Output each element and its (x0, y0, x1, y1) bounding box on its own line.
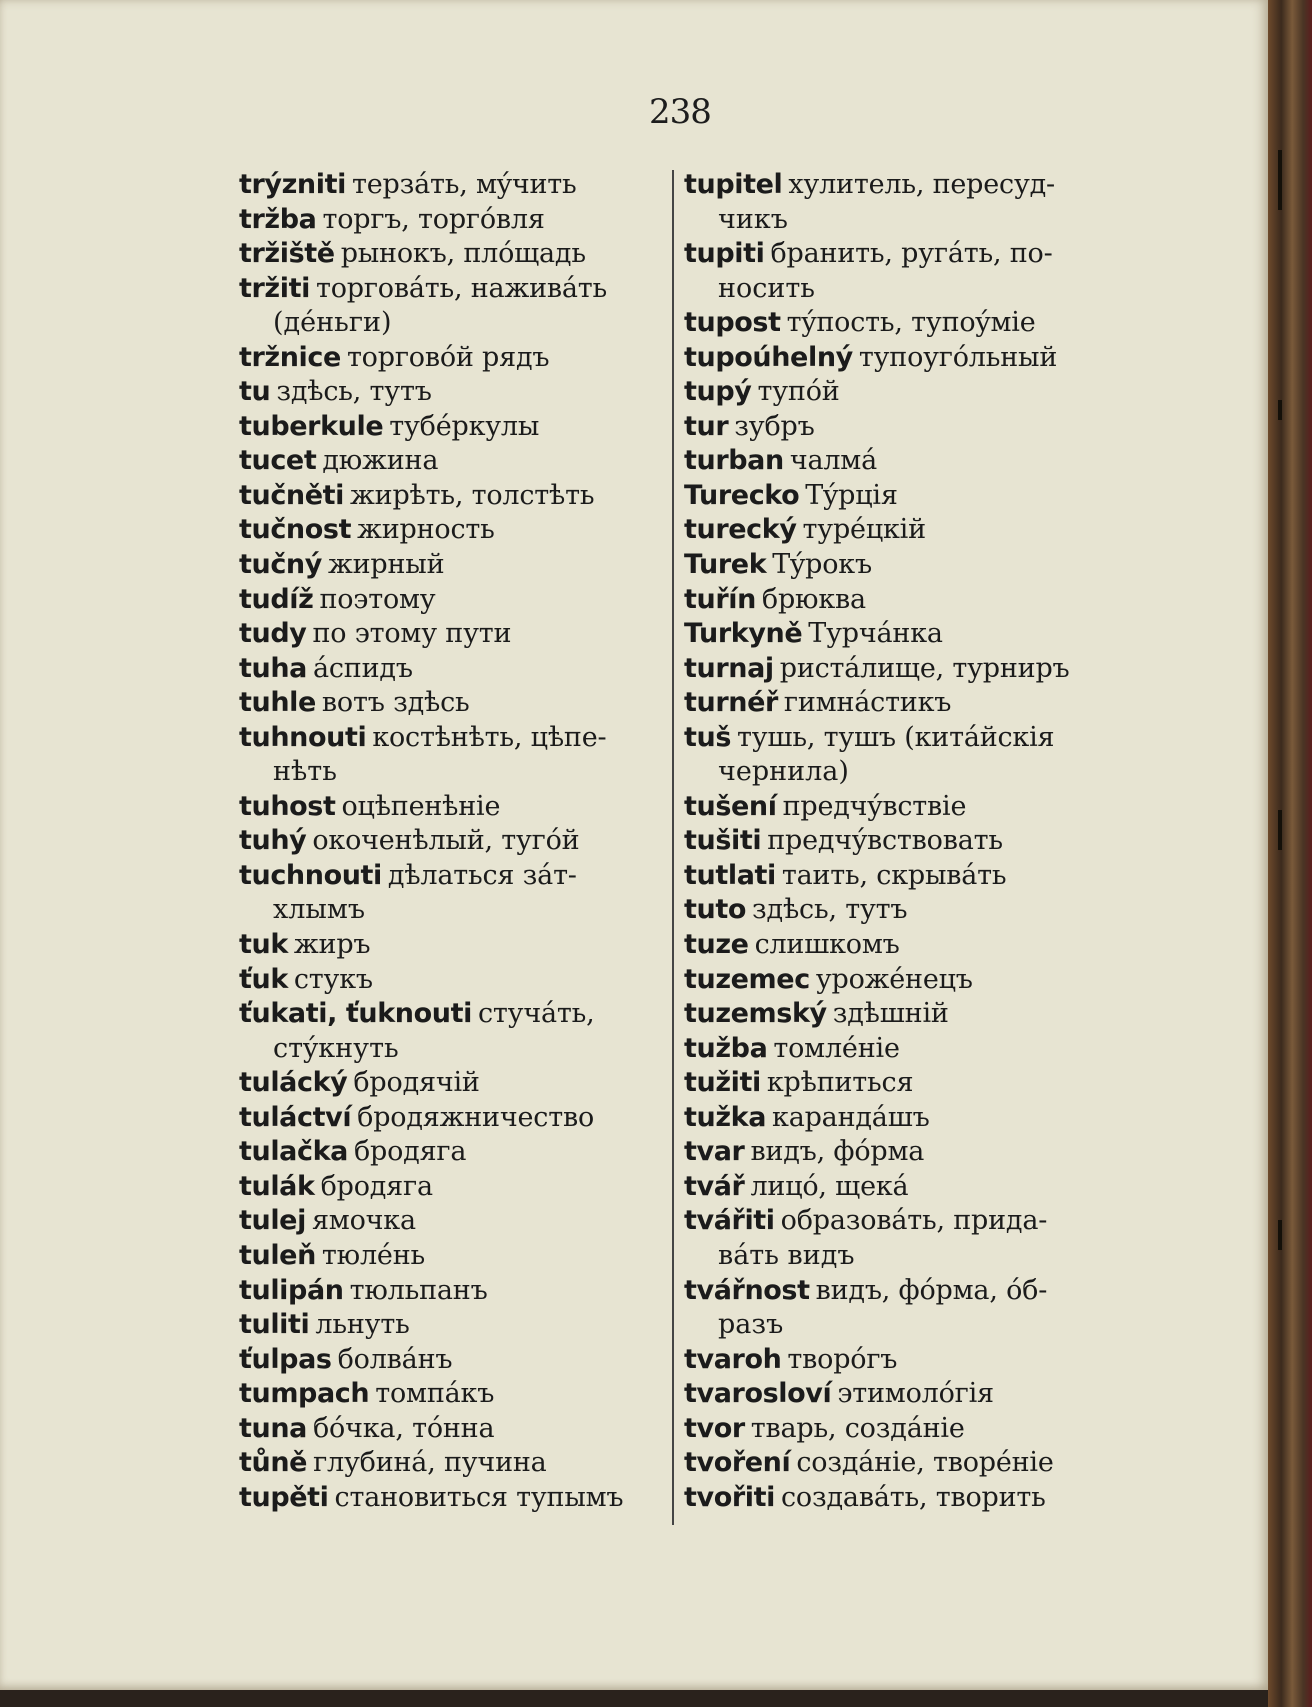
page-bottom-edge (0, 1690, 1268, 1707)
entry-headword: tužba (684, 1032, 768, 1064)
entry-translation: вотъ здѣсь (321, 687, 470, 719)
dictionary-entry (684, 479, 1104, 514)
dictionary-entry (684, 1135, 1104, 1170)
entry-headword: tuhý (239, 825, 307, 857)
page-number: 238 (649, 92, 711, 132)
entry-translation: видъ, фóрма, óб- (815, 1274, 1048, 1306)
entry-headword: tuzemský (684, 998, 827, 1030)
entry-headword: ťuk (239, 963, 288, 995)
entry-headword: tvaroh (684, 1343, 782, 1375)
left-column (239, 168, 669, 1515)
entry-headword: Turkyně (684, 618, 803, 650)
entry-headword: tu (239, 376, 271, 408)
entry-translation: карандáшъ (772, 1101, 930, 1133)
entry-headword: tudy (239, 618, 307, 650)
entry-translation: творóгъ (787, 1343, 898, 1375)
entry-translation: здѣсь, тутъ (276, 376, 432, 408)
dictionary-entry (684, 548, 1104, 583)
entry-translation: бродяжничество (357, 1101, 594, 1133)
dictionary-entry (239, 790, 669, 825)
entry-translation: поэтому (319, 583, 436, 615)
entry-headword: tuhost (239, 790, 336, 822)
dictionary-entry (239, 1101, 669, 1136)
entry-translation: создавáть, творить (781, 1481, 1046, 1513)
entry-headword: ťulpas (239, 1343, 332, 1375)
dictionary-entry (239, 479, 669, 514)
entry-translation-continued: вáть видъ (718, 1239, 855, 1271)
entry-headword: tučný (239, 549, 322, 581)
dictionary-entry (684, 583, 1104, 618)
dictionary-entry (684, 1204, 1104, 1273)
entry-translation: предчýвствіе (782, 790, 967, 822)
entry-translation: турéцкій (802, 514, 926, 546)
entry-translation: тýпость, тупоýміе (786, 307, 1036, 339)
entry-headword: tuha (239, 652, 307, 684)
entry-translation: стучáть, (477, 998, 595, 1030)
spine-mark (1278, 150, 1282, 210)
entry-translation: рынокъ, плóщадь (340, 238, 586, 270)
entry-translation-continued: (дéньги) (273, 307, 392, 339)
entry-translation: тупоугóльный (858, 341, 1058, 373)
entry-translation: костѣнѣть, цѣпе- (372, 721, 607, 753)
dictionary-entry (684, 963, 1104, 998)
dictionary-entry (684, 790, 1104, 825)
entry-translation: томпáкъ (375, 1378, 495, 1410)
dictionary-entry (684, 444, 1104, 479)
dictionary-entry (684, 928, 1104, 963)
entry-headword: tučnost (239, 514, 352, 546)
entry-headword: tutlati (684, 859, 776, 891)
entry-translation: бранить, ругáть, по- (770, 238, 1053, 270)
entry-headword: tuberkule (239, 410, 384, 442)
entry-translation: брюква (761, 583, 866, 615)
dictionary-entry (239, 375, 669, 410)
entry-headword: turnéř (684, 687, 778, 719)
entry-headword: tuš (684, 721, 731, 753)
entry-headword: tuhle (239, 687, 316, 719)
dictionary-entry (684, 1101, 1104, 1136)
entry-translation: бродяга (320, 1170, 433, 1202)
entry-translation-continued: хлымъ (273, 894, 366, 926)
entry-translation: Тýрція (805, 479, 898, 511)
dictionary-entry (239, 721, 669, 790)
entry-translation: этимолóгія (837, 1378, 994, 1410)
entry-headword: tvářiti (684, 1205, 775, 1237)
entry-translation: крѣпиться (766, 1067, 914, 1099)
entry-translation: стукъ (293, 963, 373, 995)
spine-mark (1278, 810, 1282, 850)
dictionary-entry (684, 513, 1104, 548)
column-divider (672, 170, 674, 1525)
spine-mark (1278, 1220, 1282, 1250)
entry-translation: болвáнъ (337, 1343, 453, 1375)
entry-headword: tvoření (684, 1447, 791, 1479)
entry-translation: ристáлище, турниръ (779, 652, 1070, 684)
entry-headword: tulipán (239, 1274, 344, 1306)
entry-translation-continued: стýкнуть (273, 1032, 399, 1064)
entry-translation: томлéніе (773, 1032, 900, 1064)
entry-translation: áспидъ (312, 652, 413, 684)
entry-translation: тварь, создáніе (750, 1412, 965, 1444)
entry-translation: по этому пути (312, 618, 512, 650)
entry-translation: тушь, тушъ (китáйскія (737, 721, 1055, 753)
dictionary-entry (684, 617, 1104, 652)
dictionary-entry (684, 824, 1104, 859)
entry-translation: лицó, щекá (750, 1170, 909, 1202)
dictionary-entry (239, 928, 669, 963)
entry-headword: tužiti (684, 1067, 761, 1099)
entry-headword: tušení (684, 790, 777, 822)
dictionary-entry (684, 1343, 1104, 1378)
entry-translation: образовáть, прида- (780, 1205, 1048, 1237)
entry-translation: здѣсь, тутъ (752, 894, 908, 926)
dictionary-entry (239, 272, 669, 341)
entry-headword: tuk (239, 929, 288, 961)
entry-translation-continued: чикъ (718, 203, 788, 235)
entry-translation: дюжина (322, 445, 439, 477)
entry-headword: tulačka (239, 1136, 348, 1168)
entry-headword: turban (684, 445, 784, 477)
dictionary-entry (684, 306, 1104, 341)
entry-headword: tupost (684, 307, 781, 339)
entry-headword: tvarosloví (684, 1378, 832, 1410)
entry-headword: tuřín (684, 583, 756, 615)
entry-translation: торговáть, наживáть (315, 272, 608, 304)
entry-translation: тюльпанъ (349, 1274, 488, 1306)
entry-translation: создáніе, творéніе (796, 1447, 1054, 1479)
entry-headword: tupitel (684, 169, 783, 200)
entry-headword: tvářnost (684, 1274, 810, 1306)
entry-headword: tuze (684, 929, 749, 961)
dictionary-entry (684, 1481, 1104, 1516)
entry-translation: Тýрокъ (772, 549, 872, 581)
entry-translation-continued: чернила) (718, 756, 849, 788)
dictionary-entry (239, 617, 669, 652)
entry-headword: tůně (239, 1447, 308, 1479)
entry-translation: зубръ (734, 410, 815, 442)
dictionary-entry (239, 513, 669, 548)
dictionary-entry (239, 1412, 669, 1447)
dictionary-entry (684, 1377, 1104, 1412)
entry-translation: жирность (357, 514, 495, 546)
spine-mark (1278, 400, 1282, 420)
entry-headword: tržnice (239, 341, 341, 373)
entry-headword: tulák (239, 1170, 315, 1202)
dictionary-entry (684, 1032, 1104, 1067)
dictionary-entry (239, 341, 669, 376)
dictionary-entry (239, 583, 669, 618)
entry-translation: таить, скрывáть (781, 859, 1007, 891)
dictionary-entry (239, 824, 669, 859)
dictionary-entry (239, 686, 669, 721)
entry-translation: урожéнецъ (815, 963, 973, 995)
entry-headword: tur (684, 410, 729, 442)
entry-translation: жиръ (293, 929, 371, 961)
dictionary-entry (239, 1481, 669, 1516)
entry-translation: бродяга (353, 1136, 467, 1168)
entry-headword: tržiště (239, 238, 335, 270)
entry-headword: turecký (684, 514, 797, 546)
entry-translation: тупóй (757, 376, 840, 408)
entry-headword: tupoúhelný (684, 341, 853, 373)
entry-translation-continued: носить (718, 272, 816, 304)
dictionary-entry (684, 375, 1104, 410)
entry-translation: жирѣть, толстѣть (350, 479, 595, 511)
dictionary-entry (684, 1412, 1104, 1447)
entry-translation: тюлéнь (321, 1239, 425, 1271)
dictionary-entry (239, 203, 669, 238)
entry-translation: оцѣпенѣніе (341, 790, 501, 822)
entry-translation: бóчка, тóнна (312, 1412, 495, 1444)
dictionary-entry (239, 652, 669, 687)
entry-headword: turnaj (684, 652, 774, 684)
entry-headword: tucet (239, 445, 317, 477)
dictionary-entry (239, 997, 669, 1066)
entry-headword: ťukati, ťuknouti (239, 998, 472, 1030)
entry-headword: tušiti (684, 825, 762, 857)
entry-headword: tvořiti (684, 1481, 775, 1513)
entry-headword: tuhnouti (239, 721, 367, 753)
entry-headword: tvář (684, 1170, 745, 1202)
entry-translation: становиться тупымъ (334, 1481, 624, 1513)
dictionary-entry (684, 341, 1104, 376)
entry-translation: глубинá, пучина (313, 1447, 547, 1479)
entry-translation: торговóй рядъ (346, 341, 550, 373)
right-column (684, 168, 1104, 1515)
entry-headword: tulácký (239, 1067, 348, 1099)
dictionary-entry (684, 859, 1104, 894)
entry-headword: tvor (684, 1412, 745, 1444)
entry-translation: хулитель, пересуд- (788, 169, 1055, 200)
entry-translation: слишкомъ (754, 929, 900, 961)
entry-translation-continued: разъ (718, 1309, 784, 1341)
entry-translation: торгъ, торгóвля (322, 203, 545, 235)
dictionary-entry (239, 1170, 669, 1205)
entry-headword: tupý (684, 376, 752, 408)
dictionary-entry (239, 1308, 669, 1343)
entry-headword: Turecko (684, 479, 800, 511)
entry-translation: бродячій (353, 1067, 480, 1099)
entry-headword: tuna (239, 1412, 307, 1444)
entry-headword: tuchnouti (239, 859, 382, 891)
dictionary-entry (239, 1239, 669, 1274)
dictionary-entry (684, 168, 1104, 237)
entry-headword: tupěti (239, 1481, 329, 1513)
entry-headword: tumpach (239, 1378, 370, 1410)
entry-translation: предчýвствовать (767, 825, 1003, 857)
entry-translation: дѣлаться зáт- (387, 859, 577, 891)
dictionary-entry (684, 893, 1104, 928)
entry-headword: tupiti (684, 238, 765, 270)
entry-headword: trýzniti (239, 169, 346, 200)
entry-headword: tržiti (239, 272, 310, 304)
entry-headword: tržba (239, 203, 317, 235)
entry-translation-continued: нѣть (273, 756, 337, 788)
dictionary-entry (684, 237, 1104, 306)
book-spine (1268, 0, 1312, 1707)
dictionary-entry (239, 444, 669, 479)
dictionary-entry (239, 1446, 669, 1481)
dictionary-entry (239, 237, 669, 272)
dictionary-entry (684, 1066, 1104, 1101)
dictionary-entry (239, 168, 669, 203)
dictionary-entry (239, 1343, 669, 1378)
entry-headword: tužka (684, 1101, 767, 1133)
entry-translation: льнуть (315, 1309, 410, 1341)
dictionary-entry (684, 652, 1104, 687)
entry-headword: Turek (684, 549, 767, 581)
dictionary-entry (239, 1204, 669, 1239)
entry-translation: жирный (327, 549, 445, 581)
entry-translation: чалмá (789, 445, 878, 477)
dictionary-entry (239, 1066, 669, 1101)
dictionary-entry (684, 410, 1104, 445)
dictionary-entry (684, 1446, 1104, 1481)
entry-headword: tuliti (239, 1309, 310, 1341)
dictionary-entry (684, 997, 1104, 1032)
entry-translation: гимнáстикъ (783, 687, 952, 719)
dictionary-entry (684, 686, 1104, 721)
entry-translation: Турчáнка (808, 618, 943, 650)
dictionary-entry (239, 410, 669, 445)
entry-translation: здѣшній (832, 998, 949, 1030)
entry-headword: tuzemec (684, 963, 810, 995)
entry-headword: tvar (684, 1136, 745, 1168)
dictionary-entry (239, 1377, 669, 1412)
entry-translation: ямочка (311, 1205, 416, 1237)
entry-headword: tuleň (239, 1239, 316, 1271)
dictionary-entry (239, 1135, 669, 1170)
entry-headword: tuto (684, 894, 746, 926)
dictionary-entry (239, 859, 669, 928)
dictionary-entry (684, 721, 1104, 790)
dictionary-entry (239, 963, 669, 998)
entry-translation: тубéркулы (389, 410, 540, 442)
entry-headword: tudíž (239, 583, 314, 615)
dictionary-entry (239, 548, 669, 583)
entry-headword: tučněti (239, 479, 345, 511)
entry-translation: видъ, фóрма (750, 1136, 925, 1168)
entry-translation: окоченѣлый, тугóй (312, 825, 580, 857)
entry-headword: tuláctví (239, 1101, 352, 1133)
entry-translation: терзáть, мýчить (351, 169, 577, 200)
dictionary-entry (239, 1274, 669, 1309)
entry-headword: tulej (239, 1205, 306, 1237)
dictionary-entry (684, 1274, 1104, 1343)
dictionary-entry (684, 1170, 1104, 1205)
